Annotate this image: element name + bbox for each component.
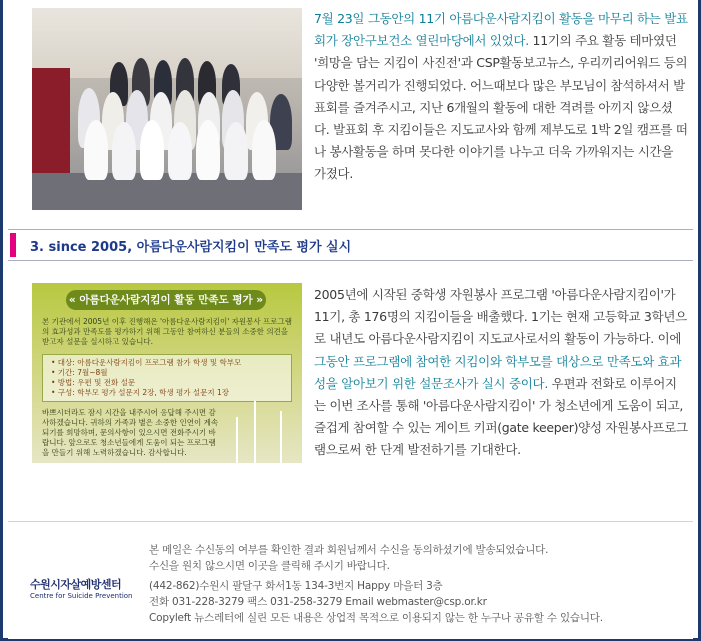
center-logo-english: Centre for Suicide Prevention <box>30 592 133 600</box>
photo-person <box>224 122 248 180</box>
footer-address: (442-862)수원시 팔달구 화서1동 134-3번지 Happy 마을터 3층 <box>149 580 443 592</box>
wind-turbine-icon <box>254 401 256 463</box>
photo-person <box>84 120 108 180</box>
photo-person <box>252 120 276 180</box>
wind-turbine-icon <box>236 417 238 463</box>
photo-person <box>196 120 220 180</box>
survey-card-image <box>32 283 302 463</box>
footer-copyleft: Copyleft 뉴스레터에 실린 모든 내용은 상업적 목적으로 이용되지 않는 한 누구나 공유할 수 있습니다. <box>149 612 603 624</box>
section-heading <box>8 229 693 261</box>
photo-person <box>112 122 136 180</box>
survey-card-item: • 대상: 아름다운사람지킴이 프로그램 참가 학생 및 학부모 <box>51 358 242 367</box>
survey-card-item: • 구성: 학부모 평가 설문지 2장, 학생 평가 설문지 1장 <box>51 388 229 397</box>
intro-body: 11기의 주요 활동 테마였던 '희망을 담는 지킴이 사진전'과 CSP활동보고뉴스, 우리끼리어워드 등의 다양한 볼거리가 진행되었다. 어느때보다 많은 부모님이 참석하셔서 발표회를 즐겨주시고, 지난 6개월의 활동에 대한 격려를 아끼지 않으셨다. 발표회 후 지킴이들은 지도교사와 함께 제부도로 1박 2일 캠프를 떠나 봉사활동을 하며 못다한 이야기를 나누고 더욱 가까워지는 시간을 가졌다. <box>314 33 688 182</box>
survey-card-title: « 아름다운사람지킴이 활동 만족도 평가 » <box>66 290 266 310</box>
footer-notice: 본 메일은 수신동의 여부를 확인한 결과 회원님께서 수신을 동의하셨기에 발송되었습니다. <box>149 544 549 556</box>
survey-card-item: • 방법: 우편 및 전화 설문 <box>51 378 136 387</box>
survey-card-intro: 본 기관에서 2005년 이후 진행해온 '아름다운사람지킴이' 자원봉사 프로그램의 효과성과 만족도를 평가하기 위해 그동안 참여하신 분들의 소중한 의견을 받고자 설문을 실시하고 있습니다. <box>42 317 293 346</box>
center-logo: 수원시자살예방센터 <box>30 578 122 591</box>
survey-highlight: 그동안 프로그램에 참여한 지킴이와 학부모를 대상으로 만족도와 효과성을 알아보기 위한 설문조사가 실시 중이다. <box>314 353 682 391</box>
survey-body-2: 우편과 전화로 이루어지는 이번 조사를 통해 '아름다운사람지킴이' 가 청소년에게 도움이 되고, 즐겁게 참여할 수 있는 게이트 키퍼(gate keeper)양성 자원봉사프로그램으로써 한 단계 발전하기를 기대한다. <box>314 375 688 458</box>
group-photo <box>32 8 302 210</box>
intro-highlight: 7월 23일 그동안의 11기 아름다운사람지킴이 활동을 마무리 하는 발표회가 장안구보건소 열린마당에서 있었다. <box>314 11 688 49</box>
section-title: 3. since 2005, 아름다운사람지킴이 만족도 평가 실시 <box>30 240 352 255</box>
intro-article-text <box>314 8 688 186</box>
photo-person <box>168 122 192 180</box>
footer-contact: 전화 031-228-3279 팩스 031-258-3279 Email webmaster@csp.or.kr <box>149 596 487 608</box>
photo-person <box>140 120 164 180</box>
wind-turbine-icon <box>280 411 282 463</box>
survey-card-notes: 바쁘시더라도 잠시 시간을 내주시어 응답해 주시면 감사하겠습니다. 귀하의 가족과 별은 소중한 인연이 계속 되기를 희망하며, 문의사항이 있으시면 전화주시기 바랍니다. 앞으로도 청소년들에게 도움이 되는 프로그램을 만들기 위해 노력하겠습니다. 감사합니다. <box>42 408 219 457</box>
survey-card-details <box>42 354 292 402</box>
survey-body-1: 2005년에 시작된 중학생 자원봉사 프로그램 '아름다운사람지킴이'가 11기, 총 176명의 지킴이들을 배출했다. 1기는 현재 고등학교 3학년으로 내년도 아름다운사람지킴이 지도교사로서의 활동이 가능하다. 이에 <box>314 287 687 347</box>
survey-article-text <box>314 284 688 462</box>
survey-card-item: • 기간: 7월~8월 <box>51 368 108 377</box>
newsletter-footer <box>8 521 693 639</box>
unsubscribe-link[interactable]: 수신을 원치 않으시면 이곳을 클릭해 주시기 바랍니다. <box>149 560 390 572</box>
section-marker <box>10 233 16 257</box>
